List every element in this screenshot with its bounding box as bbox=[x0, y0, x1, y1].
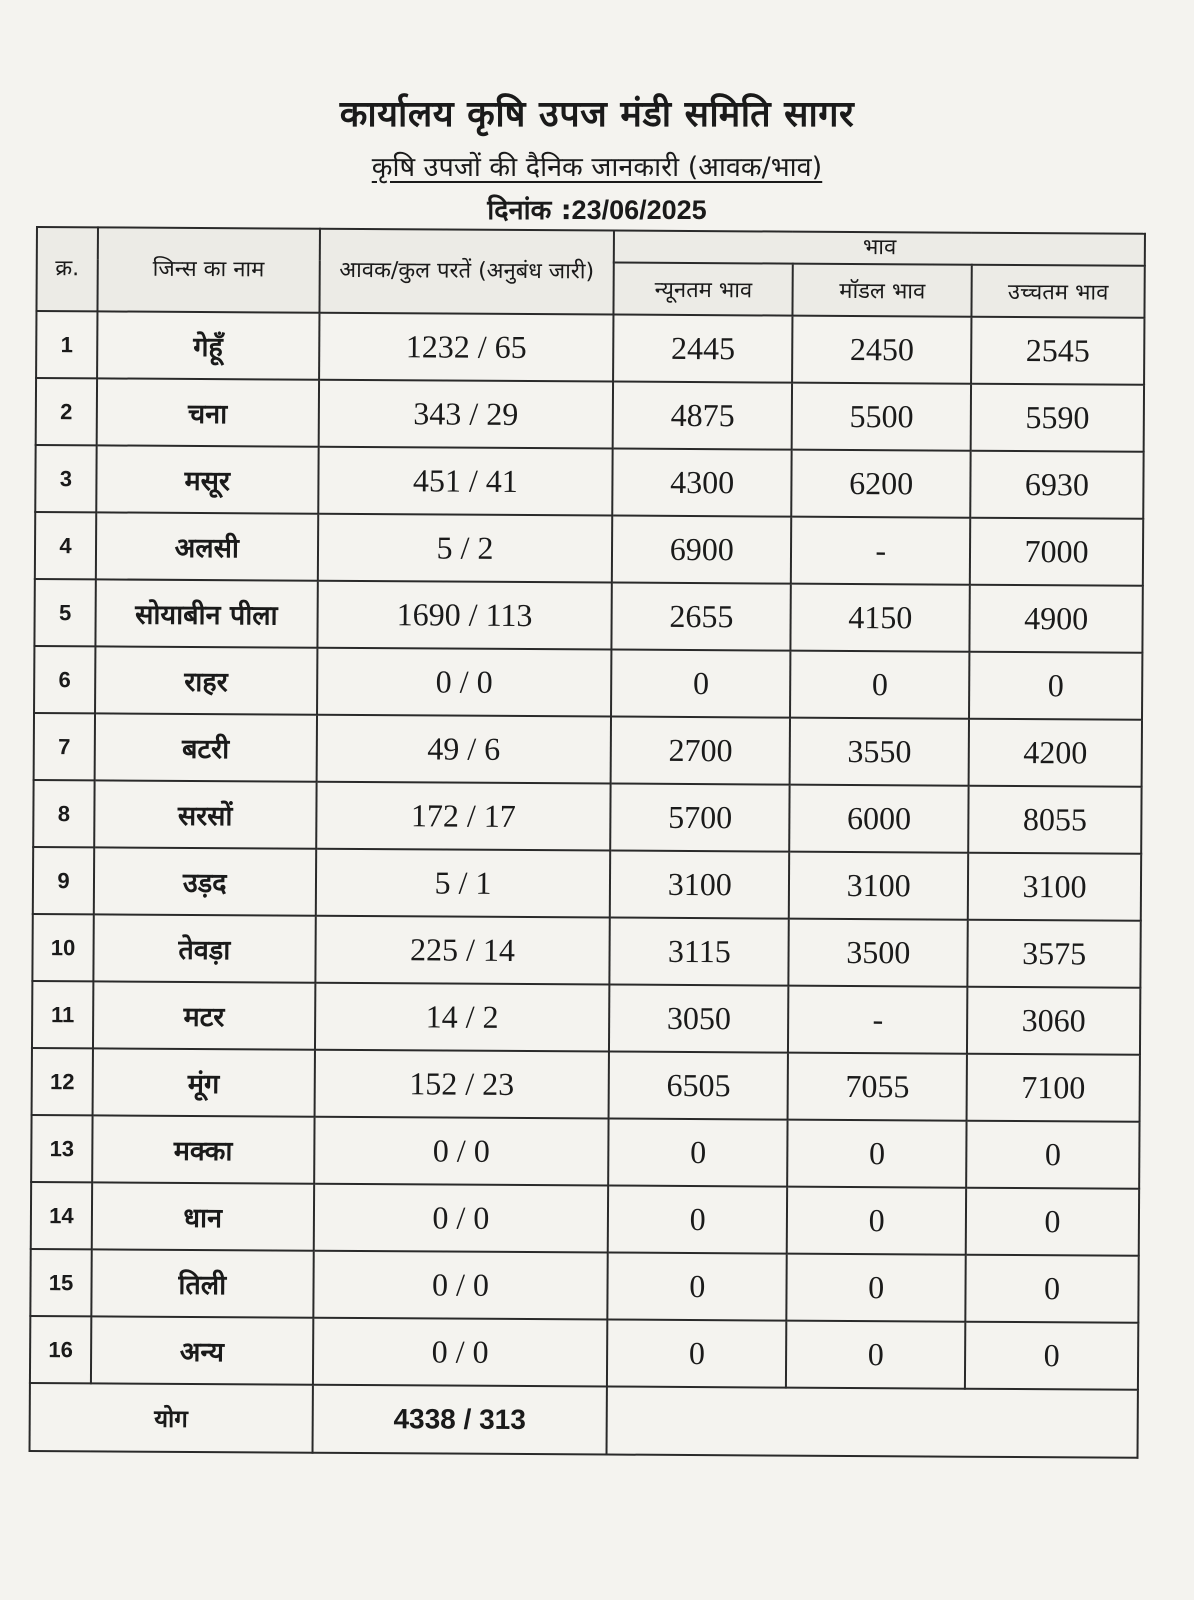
col-header-arrival: आवक/कुल परतें (अनुबंध जारी) bbox=[319, 229, 614, 315]
row-serial: 5 bbox=[34, 579, 95, 646]
row-serial: 16 bbox=[30, 1316, 91, 1383]
table-row bbox=[31, 1115, 1139, 1189]
commodity-name: गेहूँ bbox=[97, 311, 319, 379]
row-serial: 6 bbox=[34, 646, 95, 713]
table-row bbox=[32, 914, 1140, 988]
max-price: 0 bbox=[966, 1121, 1139, 1189]
col-header-name: जिन्स का नाम bbox=[97, 227, 319, 312]
date-label: दिनांक : bbox=[487, 195, 572, 226]
col-header-modal-price: मॉडल भाव bbox=[793, 264, 972, 317]
arrival-count: 451 / 41 bbox=[318, 447, 613, 516]
arrival-count: 152 / 23 bbox=[314, 1050, 609, 1119]
document-header bbox=[0, 88, 1194, 227]
min-price: 2700 bbox=[611, 717, 790, 785]
total-arrival: 4338 / 313 bbox=[312, 1385, 607, 1455]
arrival-count: 0 / 0 bbox=[313, 1251, 608, 1320]
arrival-count: 5 / 2 bbox=[317, 514, 612, 583]
max-price: 5590 bbox=[971, 384, 1144, 452]
arrival-count: 1232 / 65 bbox=[319, 313, 614, 382]
table-row bbox=[34, 579, 1142, 653]
table-row bbox=[32, 981, 1140, 1055]
row-serial: 12 bbox=[32, 1048, 93, 1115]
table-row bbox=[36, 311, 1144, 385]
commodity-price-table bbox=[29, 226, 1146, 1459]
min-price: 0 bbox=[607, 1320, 786, 1388]
commodity-name: मटर bbox=[93, 981, 315, 1049]
max-price: 3575 bbox=[968, 920, 1141, 988]
row-serial: 3 bbox=[35, 445, 96, 512]
row-serial: 1 bbox=[36, 311, 97, 378]
arrival-count: 5 / 1 bbox=[315, 849, 610, 918]
min-price: 3115 bbox=[610, 918, 789, 986]
max-price: 0 bbox=[965, 1322, 1138, 1390]
arrival-count: 0 / 0 bbox=[313, 1318, 608, 1387]
col-header-min-price: न्यूनतम भाव bbox=[614, 263, 793, 316]
table-row bbox=[30, 1316, 1138, 1390]
col-header-max-price: उच्चतम भाव bbox=[972, 265, 1145, 318]
min-price: 0 bbox=[611, 650, 790, 718]
commodity-name: सरसों bbox=[94, 780, 316, 848]
max-price: 4200 bbox=[969, 719, 1142, 787]
max-price: 8055 bbox=[968, 786, 1141, 854]
modal-price: 4150 bbox=[791, 584, 970, 652]
commodity-name: मसूर bbox=[96, 445, 318, 513]
max-price: 7100 bbox=[967, 1054, 1140, 1122]
arrival-count: 225 / 14 bbox=[315, 916, 610, 985]
report-subtitle: कृषि उपजों की दैनिक जानकारी (आवक/भाव) bbox=[371, 152, 823, 183]
row-serial: 14 bbox=[31, 1182, 92, 1249]
modal-price: 6200 bbox=[791, 450, 970, 518]
max-price: 4900 bbox=[970, 585, 1143, 653]
arrival-count: 343 / 29 bbox=[318, 380, 613, 449]
table-row bbox=[35, 512, 1143, 586]
row-serial: 10 bbox=[32, 914, 93, 981]
table-row bbox=[34, 713, 1142, 787]
modal-price: 0 bbox=[787, 1120, 966, 1188]
row-serial: 11 bbox=[32, 981, 93, 1048]
commodity-name: सोयाबीन पीला bbox=[95, 579, 317, 647]
date-value: 23/06/2025 bbox=[571, 195, 707, 225]
max-price: 3100 bbox=[968, 853, 1141, 921]
modal-price: 0 bbox=[790, 651, 969, 719]
modal-price: 7055 bbox=[788, 1053, 967, 1121]
min-price: 0 bbox=[608, 1253, 787, 1321]
max-price: 2545 bbox=[971, 317, 1144, 385]
table-row bbox=[33, 780, 1141, 854]
modal-price: 3550 bbox=[790, 718, 969, 786]
table-row bbox=[30, 1249, 1138, 1323]
arrival-count: 49 / 6 bbox=[316, 715, 611, 784]
modal-price: 0 bbox=[787, 1254, 966, 1322]
row-serial: 4 bbox=[35, 512, 96, 579]
commodity-name: मूंग bbox=[93, 1048, 315, 1116]
min-price: 5700 bbox=[611, 784, 790, 852]
commodity-name: धान bbox=[92, 1182, 314, 1250]
modal-price: 0 bbox=[786, 1321, 965, 1389]
min-price: 4875 bbox=[613, 382, 792, 450]
min-price: 4300 bbox=[613, 449, 792, 517]
commodity-name: तेवड़ा bbox=[93, 914, 315, 982]
row-serial: 15 bbox=[30, 1249, 91, 1316]
row-serial: 2 bbox=[36, 378, 97, 445]
table-row bbox=[35, 445, 1143, 519]
modal-price: 0 bbox=[787, 1187, 966, 1255]
arrival-count: 172 / 17 bbox=[316, 782, 611, 851]
commodity-name: उड़द bbox=[94, 847, 316, 915]
col-header-price-group: भाव bbox=[614, 231, 1145, 266]
min-price: 3050 bbox=[609, 985, 788, 1053]
modal-price: 5500 bbox=[792, 383, 971, 451]
total-label: योग bbox=[30, 1383, 313, 1453]
arrival-count: 0 / 0 bbox=[314, 1117, 609, 1186]
min-price: 0 bbox=[608, 1186, 787, 1254]
commodity-name: बटरी bbox=[95, 713, 317, 781]
min-price: 3100 bbox=[610, 851, 789, 919]
total-blank-cell bbox=[607, 1387, 1138, 1458]
commodity-name: मक्का bbox=[92, 1115, 314, 1183]
modal-price: 2450 bbox=[792, 316, 971, 384]
arrival-count: 0 / 0 bbox=[313, 1184, 608, 1253]
max-price: 7000 bbox=[970, 518, 1143, 586]
min-price: 6900 bbox=[612, 516, 791, 584]
table-row bbox=[36, 378, 1144, 452]
max-price: 0 bbox=[969, 652, 1142, 720]
modal-price: 6000 bbox=[789, 785, 968, 853]
col-header-sn: क्र. bbox=[36, 227, 97, 311]
modal-price: - bbox=[788, 986, 967, 1054]
arrival-count: 1690 / 113 bbox=[317, 581, 612, 650]
table-row bbox=[33, 847, 1141, 921]
table-row bbox=[32, 1048, 1140, 1122]
row-serial: 9 bbox=[33, 847, 94, 914]
min-price: 2655 bbox=[612, 583, 791, 651]
min-price: 6505 bbox=[609, 1052, 788, 1120]
commodity-name: अलसी bbox=[96, 512, 318, 580]
row-serial: 8 bbox=[33, 780, 94, 847]
commodity-name: राहर bbox=[95, 646, 317, 714]
table-body bbox=[30, 311, 1145, 1390]
min-price: 2445 bbox=[613, 315, 792, 383]
arrival-count: 0 / 0 bbox=[317, 648, 612, 717]
table-row bbox=[34, 646, 1142, 720]
max-price: 3060 bbox=[967, 987, 1140, 1055]
max-price: 0 bbox=[965, 1255, 1138, 1323]
commodity-name: अन्य bbox=[91, 1316, 313, 1384]
total-row bbox=[30, 1383, 1138, 1458]
modal-price: 3100 bbox=[789, 852, 968, 920]
report-date bbox=[0, 190, 1194, 227]
table-row bbox=[31, 1182, 1139, 1256]
commodity-name: चना bbox=[97, 378, 319, 446]
arrival-count: 14 / 2 bbox=[315, 983, 610, 1052]
commodity-name: तिली bbox=[91, 1249, 313, 1317]
modal-price: - bbox=[791, 517, 970, 585]
max-price: 0 bbox=[966, 1188, 1139, 1256]
row-serial: 13 bbox=[31, 1115, 92, 1182]
modal-price: 3500 bbox=[789, 919, 968, 987]
office-title: कार्यालय कृषि उपज मंडी समिति सागर bbox=[339, 94, 855, 135]
max-price: 6930 bbox=[970, 451, 1143, 519]
min-price: 0 bbox=[609, 1119, 788, 1187]
row-serial: 7 bbox=[34, 713, 95, 780]
